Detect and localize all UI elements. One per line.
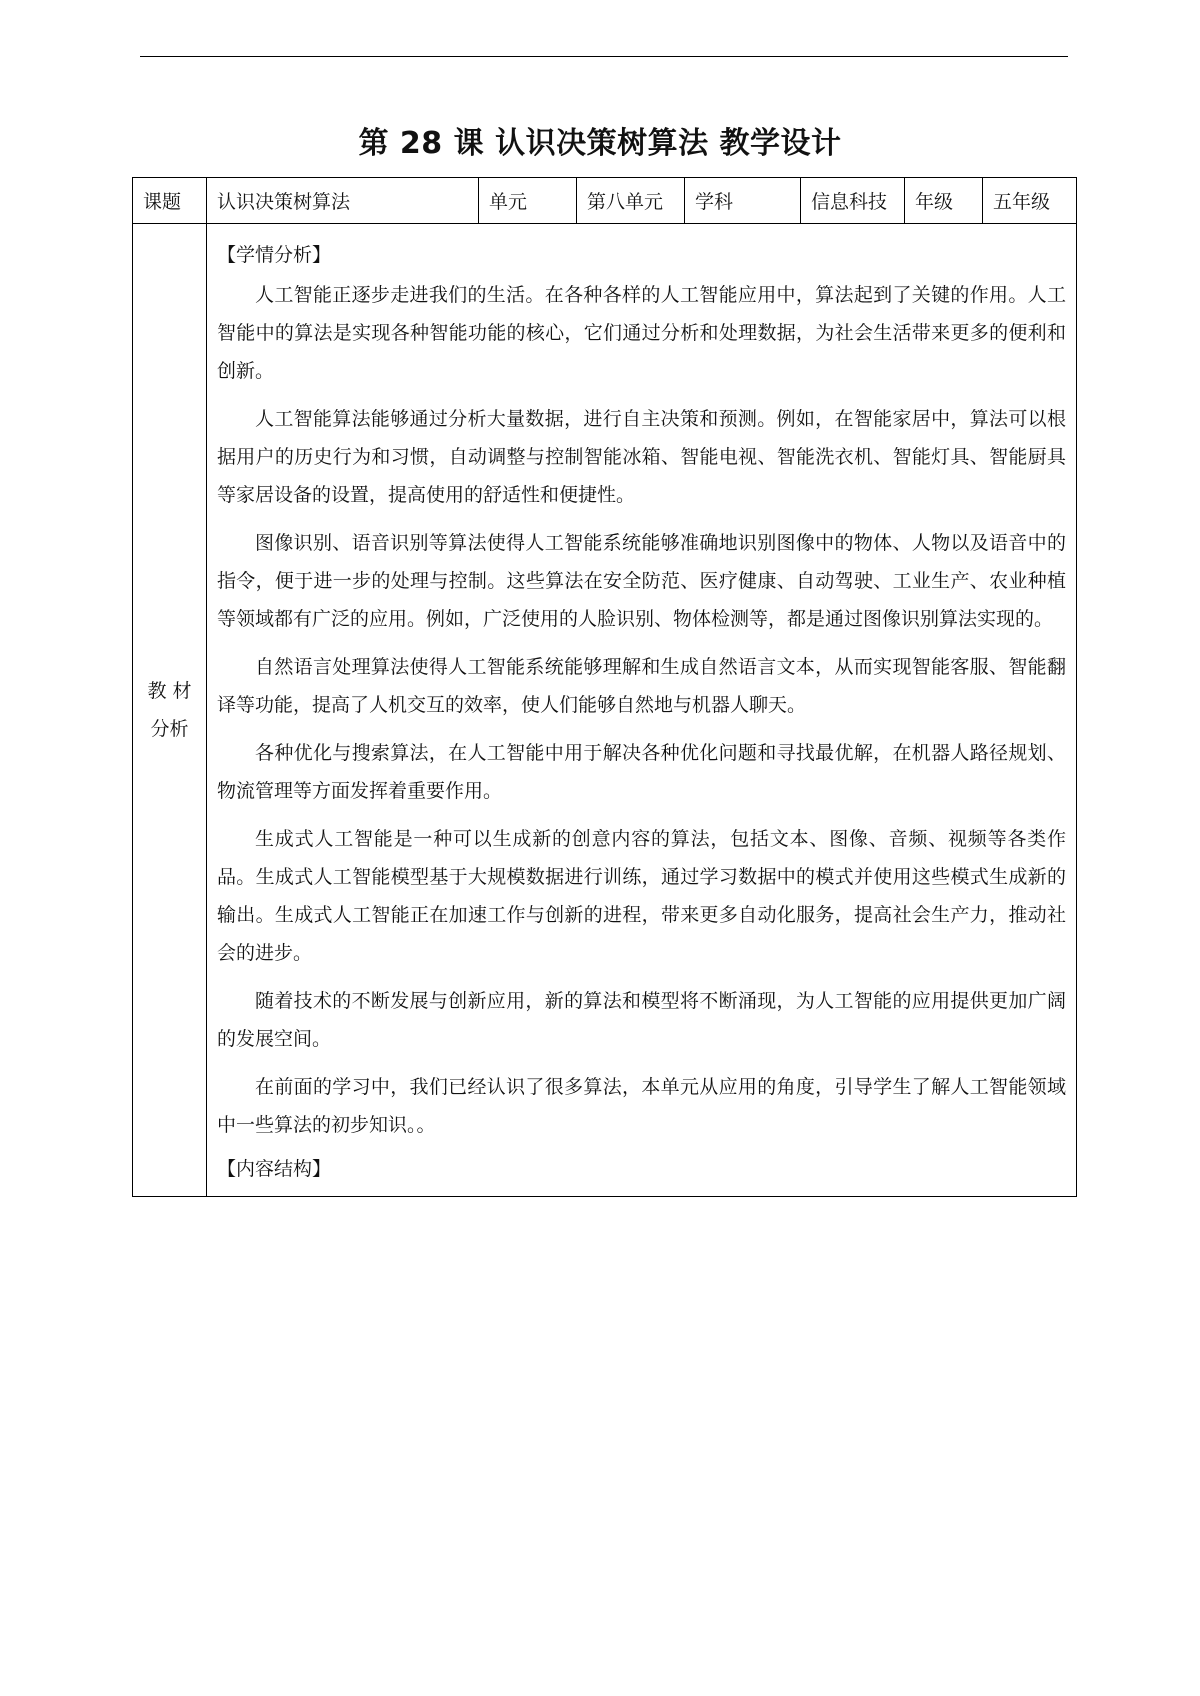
topic-value: 认识决策树算法 xyxy=(207,178,479,224)
subject-label: 学科 xyxy=(685,178,801,224)
paragraph: 随着技术的不断发展与创新应用，新的算法和模型将不断涌现，为人工智能的应用提供更加广阔的发展空间。 xyxy=(217,990,1066,1050)
analysis-content xyxy=(207,224,1077,1197)
grade-label: 年级 xyxy=(905,178,983,224)
paragraph: 人工智能算法能够通过分析大量数据，进行自主决策和预测。例如，在智能家居中，算法可以根据用户的历史行为和习惯，自动调整与控制智能冰箱、智能电视、智能洗衣机、智能灯具、智能厨具等家居设备的设置，提高使用的舒适性和便捷性。 xyxy=(217,408,1066,506)
paragraph: 自然语言处理算法使得人工智能系统能够理解和生成自然语言文本，从而实现智能客服、智能翻译等功能，提高了人机交互的效率，使人们能够自然地与机器人聊天。 xyxy=(217,656,1066,716)
paragraph: 各种优化与搜索算法，在人工智能中用于解决各种优化问题和寻找最优解，在机器人路径规划、物流管理等方面发挥着重要作用。 xyxy=(217,742,1066,802)
section-heading-content-structure: 【内容结构】 xyxy=(217,1158,332,1180)
lesson-plan-table xyxy=(132,177,1077,1197)
paragraph: 人工智能正逐步走进我们的生活。在各种各样的人工智能应用中，算法起到了关键的作用。人工智能中的算法是实现各种智能功能的核心，它们通过分析和处理数据，为社会生活带来更多的便利和创新。 xyxy=(217,284,1066,382)
analysis-label: 教 材 分析 xyxy=(133,224,207,1197)
topic-label: 课题 xyxy=(133,178,207,224)
paragraph: 生成式人工智能是一种可以生成新的创意内容的算法，包括文本、图像、音频、视频等各类作品。生成式人工智能模型基于大规模数据进行训练，通过学习数据中的模式并使用这些模式生成新的输出。生成式人工智能正在加速工作与创新的进程，带来更多自动化服务，提高社会生产力，推动社会的进步。 xyxy=(217,828,1066,964)
info-row xyxy=(133,178,1077,224)
section-heading-learning-analysis: 【学情分析】 xyxy=(217,244,332,266)
header-rule xyxy=(140,56,1068,57)
grade-value: 五年级 xyxy=(983,178,1077,224)
unit-value: 第八单元 xyxy=(577,178,685,224)
paragraph: 图像识别、语音识别等算法使得人工智能系统能够准确地识别图像中的物体、人物以及语音中的指令，便于进一步的处理与控制。这些算法在安全防范、医疗健康、自动驾驶、工业生产、农业种植等领域都有广泛的应用。例如，广泛使用的人脸识别、物体检测等，都是通过图像识别算法实现的。 xyxy=(217,532,1066,630)
unit-label: 单元 xyxy=(479,178,577,224)
page-title: 第 28 课 认识决策树算法 教学设计 xyxy=(358,126,842,161)
paragraph: 在前面的学习中，我们已经认识了很多算法，本单元从应用的角度，引导学生了解人工智能领域中一些算法的初步知识。。 xyxy=(217,1076,1066,1136)
analysis-row xyxy=(133,224,1077,1197)
subject-value: 信息科技 xyxy=(801,178,905,224)
